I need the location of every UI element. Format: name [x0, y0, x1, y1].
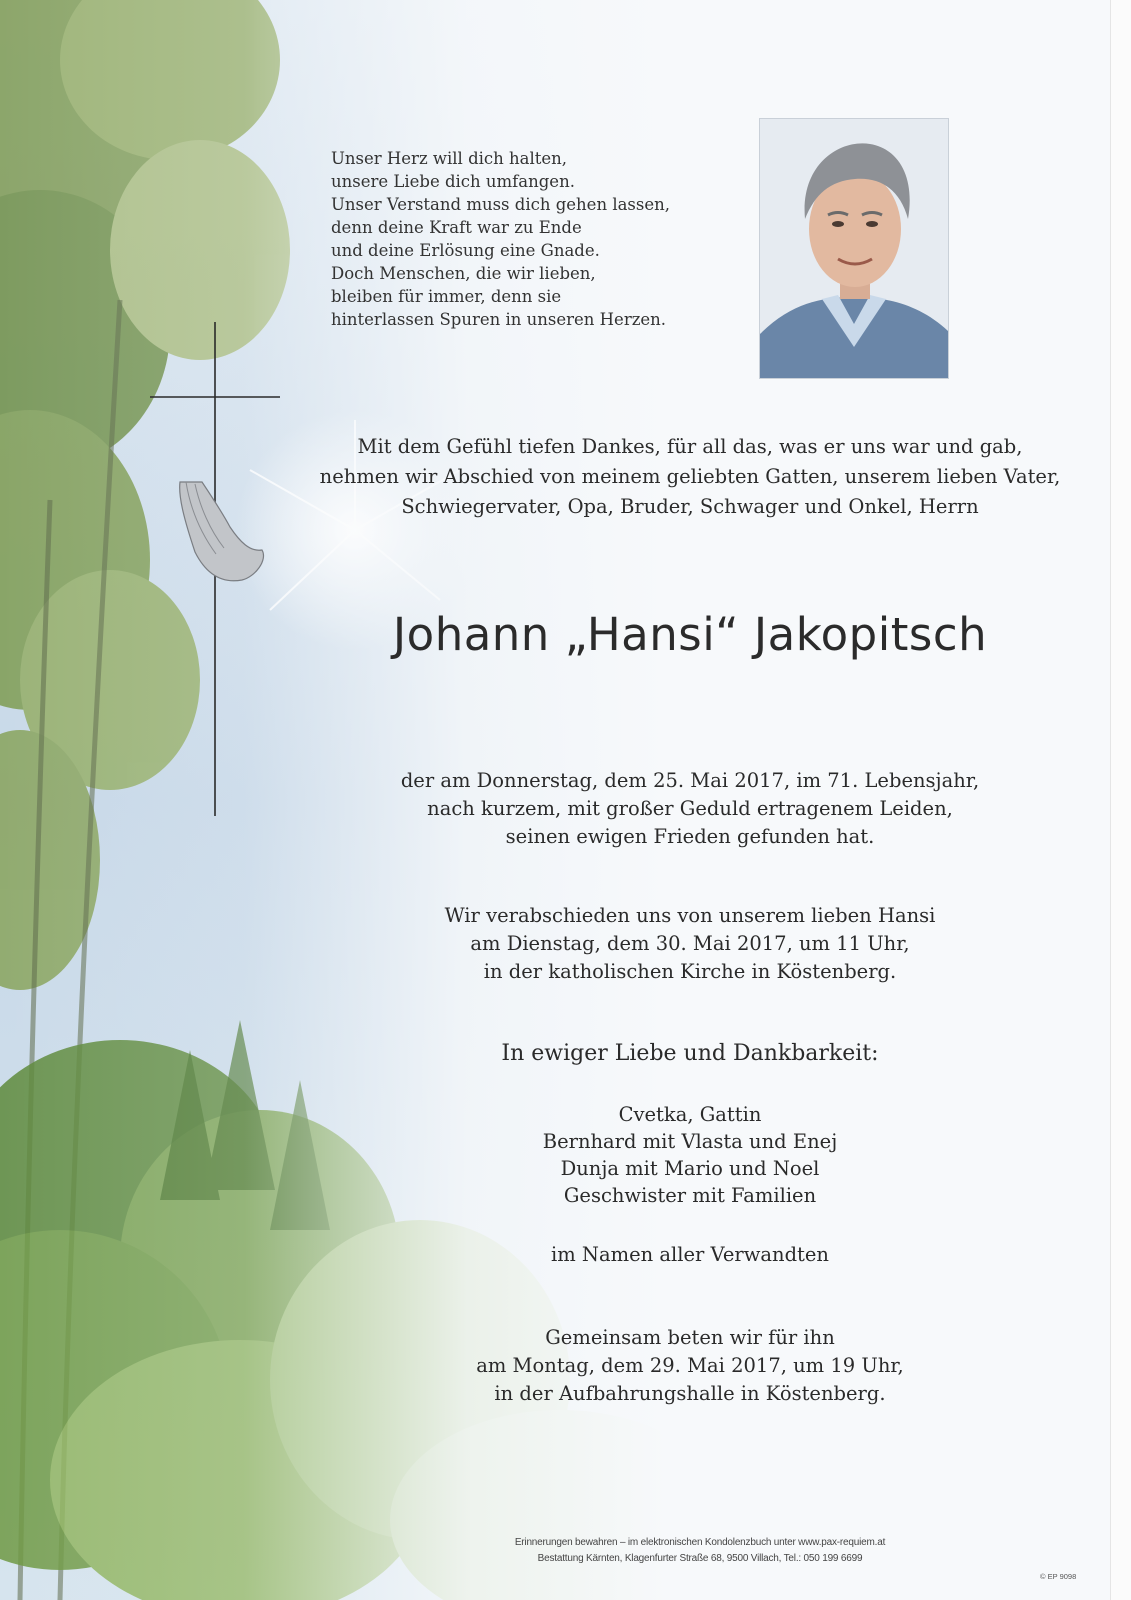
farewell-notice — [300, 902, 1080, 986]
intro-line: Schwiegervater, Opa, Bruder, Schwager und Onkel, Herrn — [401, 495, 979, 518]
family-member: Bernhard mit Vlasta und Enej — [542, 1130, 838, 1153]
poem-line: bleiben für immer, denn sie — [331, 287, 562, 306]
relatives-line: im Namen aller Verwandten — [550, 1243, 829, 1266]
intro-text — [300, 432, 1080, 522]
footer-line: Erinnerungen bewahren – im elektronischen Kondolenzbuch unter www.pax-requiem.at — [514, 1537, 886, 1548]
poem-line: und deine Erlösung eine Gnade. — [331, 241, 600, 260]
intro-line: nehmen wir Abschied von meinem geliebten Gatten, unserem lieben Vater, — [319, 465, 1061, 488]
death-line: seinen ewigen Frieden gefunden hat. — [505, 825, 875, 848]
prayer-line: am Montag, dem 29. Mai 2017, um 19 Uhr, — [476, 1354, 904, 1377]
death-line: der am Donnerstag, dem 25. Mai 2017, im 71. Lebensjahr, — [400, 769, 980, 792]
cross-with-praying-hands — [150, 322, 290, 816]
deceased-name: Johann „Hansi“ Jakopitsch — [392, 608, 988, 661]
farewell-line: am Dienstag, dem 30. Mai 2017, um 11 Uhr, — [470, 932, 910, 955]
family-member: Cvetka, Gattin — [618, 1103, 762, 1126]
family-member: Geschwister mit Familien — [563, 1184, 817, 1207]
death-line: nach kurzem, mit großer Geduld ertragenem Leiden, — [427, 797, 953, 820]
poem — [331, 147, 691, 331]
poem-line: Doch Menschen, die wir lieben, — [331, 264, 596, 283]
footer — [400, 1535, 1000, 1567]
prayer-notice — [300, 1324, 1080, 1408]
prayer-line: Gemeinsam beten wir für ihn — [545, 1326, 835, 1349]
intro-line: Mit dem Gefühl tiefen Dankes, für all das, was er uns war und gab, — [357, 435, 1023, 458]
family-member: Dunja mit Mario und Noel — [560, 1157, 820, 1180]
love-heading: In ewiger Liebe und Dankbarkeit: — [501, 1041, 879, 1066]
poem-line: hinterlassen Spuren in unseren Herzen. — [331, 310, 667, 329]
death-notice — [300, 767, 1080, 851]
family-list — [300, 1101, 1080, 1209]
poem-line: Unser Herz will dich halten, — [331, 149, 568, 168]
poem-line: unsere Liebe dich umfangen. — [331, 172, 575, 191]
poem-line: denn deine Kraft war zu Ende — [331, 218, 582, 237]
print-code: © EP 9098 — [1040, 1572, 1077, 1581]
footer-line: Bestattung Kärnten, Klagenfurter Straße 68, 9500 Villach, Tel.: 050 199 6699 — [537, 1553, 863, 1564]
farewell-line: Wir verabschieden uns von unserem lieben Hansi — [444, 904, 936, 927]
prayer-line: in der Aufbahrungshalle in Köstenberg. — [494, 1382, 886, 1405]
praying-hands-icon — [180, 482, 264, 581]
poem-line: Unser Verstand muss dich gehen lassen, — [331, 195, 670, 214]
page-edge — [1110, 0, 1131, 1600]
farewell-line: in der katholischen Kirche in Köstenberg. — [483, 960, 897, 983]
portrait-photo — [759, 118, 949, 379]
